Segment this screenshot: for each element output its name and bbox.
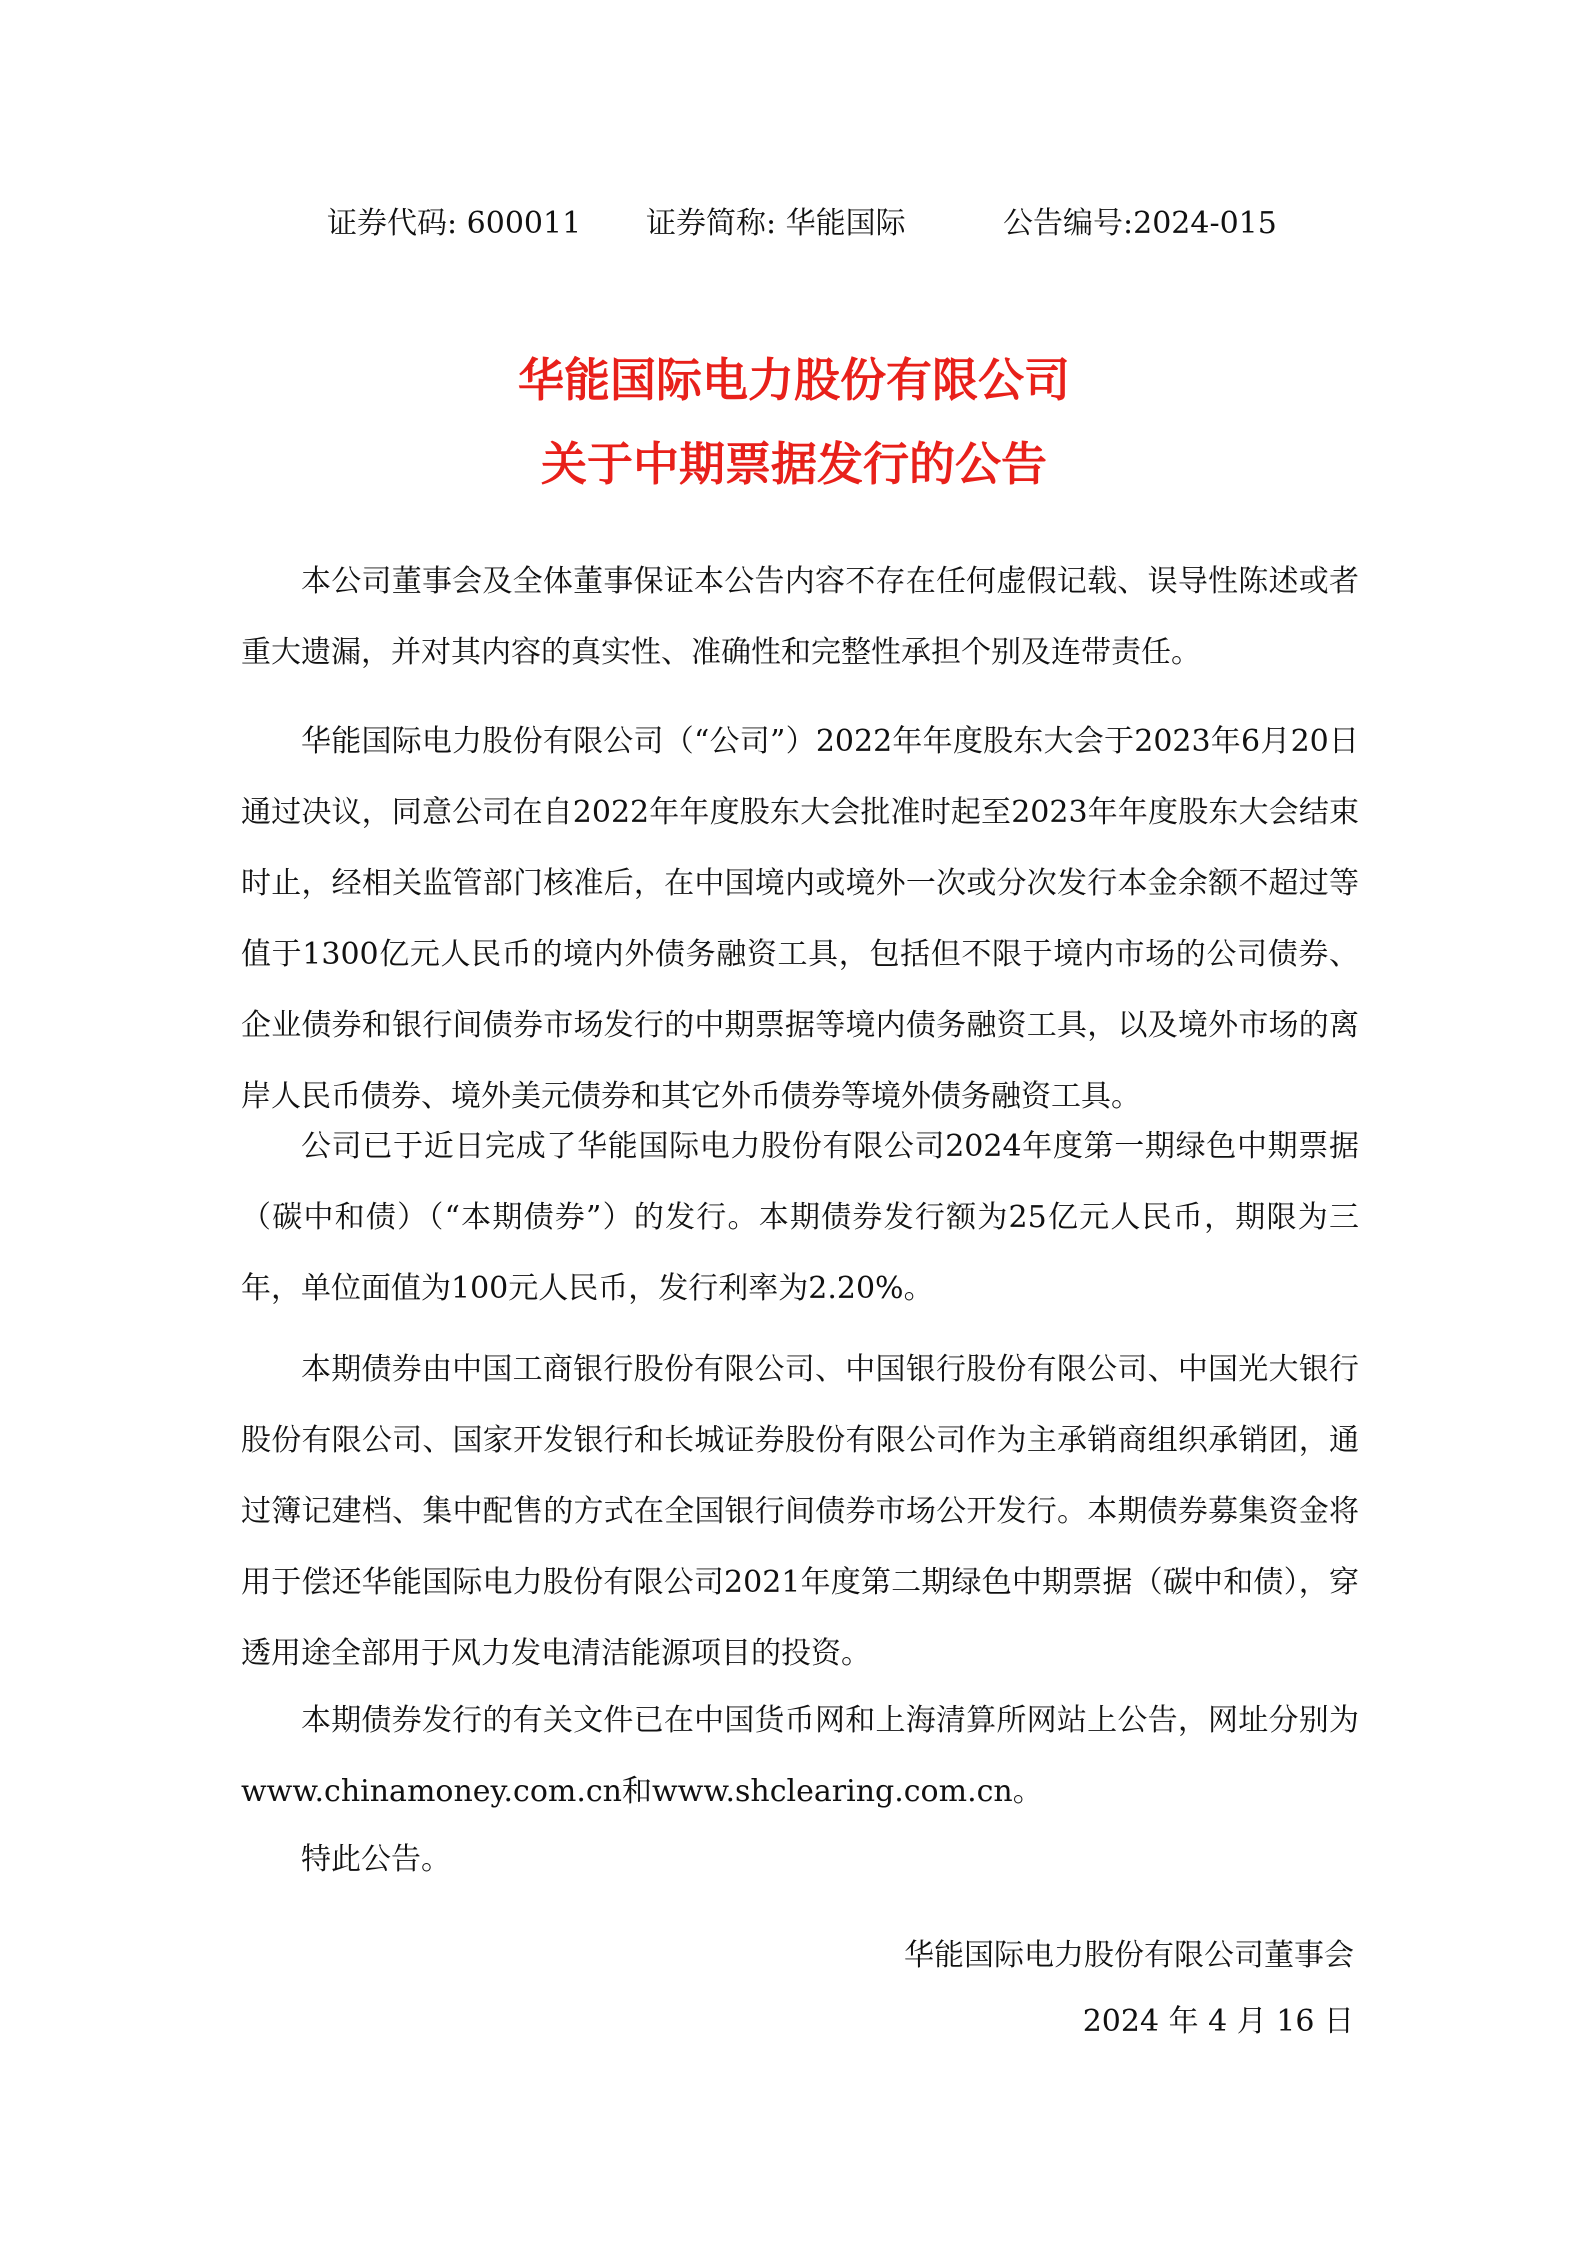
stock-code: 证券代码: 600011 xyxy=(327,206,582,241)
disclaimer-paragraph: 本公司董事会及全体董事保证本公告内容不存在任何虚假记载、误导性陈述或者重大遗漏，并对其内容的真实性、准确性和完整性承担个别及连带责任。 xyxy=(241,564,1359,670)
notice-number: 公告编号:2024-015 xyxy=(1003,206,1277,241)
closing-paragraph: 特此公告。 xyxy=(301,1842,451,1877)
stock-abbreviation: 证券简称: 华能国际 xyxy=(646,206,906,241)
security-info-header xyxy=(0,200,1588,248)
issuance-paragraph: 公司已于近日完成了华能国际电力股份有限公司2024年度第一期绿色中期票据（碳中和债）（“本期债券”）的发行。本期债券发行额为25亿元人民币，期限为三年，单位面值为100元人民币，发行利率为2.20%。 xyxy=(241,1129,1359,1306)
signature-date: 2024 年 4 月 16 日 xyxy=(1082,2004,1354,2039)
title-subject: 关于中期票据发行的公告 xyxy=(541,437,1047,491)
documents-paragraph: 本期债券发行的有关文件已在中国货币网和上海清算所网站上公告，网址分别为www.chinamoney.com.cn和www.shclearing.com.cn。 xyxy=(241,1703,1359,1809)
title-company: 华能国际电力股份有限公司 xyxy=(518,353,1070,407)
resolution-paragraph: 华能国际电力股份有限公司（“公司”）2022年年度股东大会于2023年6月20日通过决议，同意公司在自2022年年度股东大会批准时起至2023年年度股东大会结束时止，经相关监管部门核准后，在中国境内或境外一次或分次发行本金余额不超过等值于1300亿元人民币的境内外债务融资工具，包括但不限于境内市场的公司债券、企业债券和银行间债券市场发行的中期票据等境内债务融资工具，以及境外市场的离岸人民币债券、境外美元债券和其它外币债券等境外债务融资工具。 xyxy=(241,724,1359,1114)
signature-organization: 华能国际电力股份有限公司董事会 xyxy=(904,1938,1354,1973)
underwriting-paragraph: 本期债券由中国工商银行股份有限公司、中国银行股份有限公司、中国光大银行股份有限公司、国家开发银行和长城证券股份有限公司作为主承销商组织承销团，通过簿记建档、集中配售的方式在全国银行间债券市场公开发行。本期债券募集资金将用于偿还华能国际电力股份有限公司2021年度第二期绿色中期票据（碳中和债），穿透用途全部用于风力发电清洁能源项目的投资。 xyxy=(241,1352,1359,1671)
